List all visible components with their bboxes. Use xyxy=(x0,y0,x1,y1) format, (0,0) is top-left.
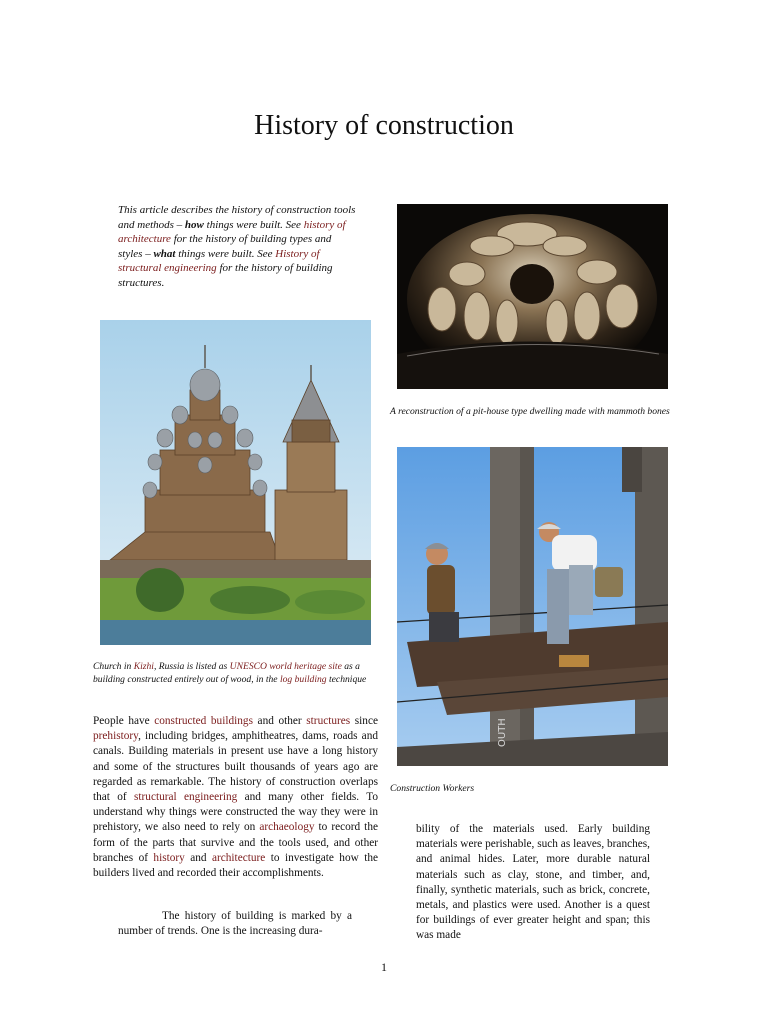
intro-text-3: for the history of building types and styles – xyxy=(118,233,332,260)
intro-text-4: things were built. See xyxy=(175,247,276,260)
para1-text-3: since xyxy=(350,715,378,727)
intro-how: how xyxy=(184,218,204,231)
kizhi-caption-text-2: , Russia is listed as xyxy=(153,661,230,672)
para1-text-5: and many other fields. To understand why things were constructed the way they were in prehistory, we also need to rely on xyxy=(93,791,379,834)
kizhi-caption-text-1: Church in xyxy=(93,661,134,672)
para1-text-4: , including bridges, amphitheatres, dams, roads and canals. Building materials in present use have a long history and some of the structures built thousands of years ago are regarded as remarkable. The history of construction overlaps that of xyxy=(93,730,378,804)
link-structures[interactable]: structures xyxy=(306,715,351,727)
link-architecture[interactable]: architecture xyxy=(211,851,266,864)
link-prehistory[interactable]: prehistory xyxy=(93,730,139,743)
link-log-building[interactable]: log building xyxy=(279,674,327,685)
link-unesco-world-heritage-site[interactable]: UNESCO world heritage site xyxy=(229,661,342,672)
intro-note xyxy=(118,203,356,291)
intro-text-2: things were built. See xyxy=(203,218,304,231)
kizhi-caption-text-4: technique xyxy=(326,674,367,685)
mammoth-dwelling-photo xyxy=(397,204,668,389)
mammoth-caption: A reconstruction of a pit-house type dwelling made with mammoth bones xyxy=(390,406,670,417)
workers-caption: Construction Workers xyxy=(390,783,475,794)
intro-text-1: This article describes the history of construction tools and methods – xyxy=(118,204,356,231)
para1-text-6: to record the form of the parts that survive and the tools used, and other branches of xyxy=(93,821,378,864)
link-archaeology[interactable]: archaeology xyxy=(259,821,315,834)
link-history-of-architecture[interactable]: history of architecture xyxy=(118,218,346,246)
page-number: 1 xyxy=(381,960,387,974)
body-paragraph-2: The history of building is marked by a number of trends. One is the increasing dura- xyxy=(118,910,352,938)
body-column-2: bility of the materials used. Early building materials were perishable, such as leaves, branches, and animal hides. Later, more durable natural materials such as clay, stone, and timber, and, finally, synthetic materials, such as brick, concrete, metals, and plastics were used. Another is a quest for buildings of ever greater height and span; this was made xyxy=(416,823,650,942)
link-structural-engineering[interactable]: structural engineering xyxy=(134,791,238,804)
workers-photo-stamp: OUTH xyxy=(497,718,508,747)
para1-text-8: to investigate how the builders lived and recorded their accomplishments. xyxy=(93,851,378,880)
link-kizhi[interactable]: Kizhi xyxy=(133,661,154,672)
para1-text-2: and other xyxy=(252,715,307,727)
kizhi-caption xyxy=(93,660,379,686)
page-title: History of construction xyxy=(254,110,514,141)
link-history[interactable]: history xyxy=(153,851,185,864)
intro-what: what xyxy=(153,247,176,260)
link-constructed-buildings[interactable]: constructed buildings xyxy=(154,715,253,727)
body-paragraph-1 xyxy=(93,714,378,881)
kizhi-caption-text-3: as a building constructed entirely out of wood, in the xyxy=(93,661,360,685)
para1-text-7: and xyxy=(184,851,212,864)
kizhi-church-photo xyxy=(100,320,371,645)
intro-text-5: for the history of building structures. xyxy=(118,262,333,289)
link-history-of-structural-engineering[interactable]: History of structural engineering xyxy=(118,247,320,275)
para1-text-1: People have xyxy=(93,715,155,727)
construction-workers-photo xyxy=(397,447,668,766)
